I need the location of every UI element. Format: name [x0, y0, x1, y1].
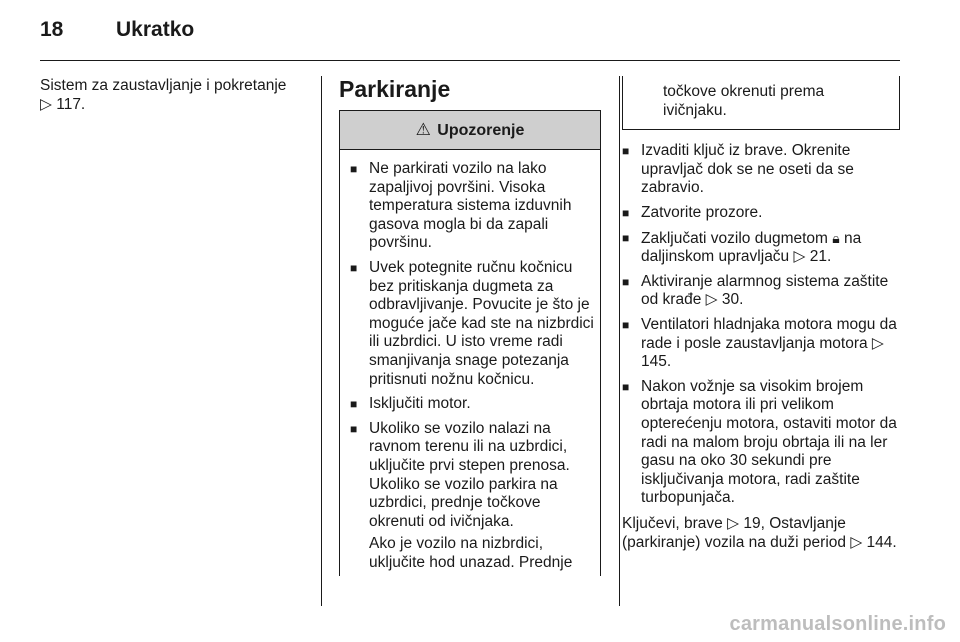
warning-list	[350, 160, 598, 572]
crossref-page[interactable]: ▷ 144.	[850, 533, 897, 551]
warning-box-continued	[622, 76, 900, 130]
crossref-page[interactable]: ▷ 117.	[40, 96, 86, 113]
crossref-page[interactable]: ▷ 30.	[705, 291, 744, 309]
warning-triangle-icon: ⚠	[415, 120, 431, 139]
warning-continued-text: točkove okrenuti prema ivičnjaku.	[663, 83, 825, 119]
list-item: ■ Aktiviranje alarmnog sistema zaštite od krađe ▷ 30.	[622, 272, 889, 309]
warning-box	[339, 110, 601, 576]
bullet-icon: ■	[622, 144, 630, 159]
crossref-page[interactable]: ▷ 21.	[793, 248, 832, 266]
list-item: ■ Izvaditi ključ iz brave. Okrenite upravljač dok se ne oseti da se zabravio.	[622, 142, 854, 197]
list-item: ■ Ventilatori hladnjaka motora mogu da rade i posle zaustavljanja motora ▷ 145.	[622, 315, 897, 371]
warning-sub-paragraph: Ako je vozilo na nizbrdici, uključite hod unazad. Prednje	[369, 535, 573, 571]
column-divider-1	[321, 76, 322, 606]
page-number: 18	[40, 18, 64, 41]
list-item: ■ Isključiti motor.	[350, 395, 471, 413]
bullet-icon: ■	[622, 379, 630, 394]
column-2	[339, 74, 601, 576]
section-title: Parkiranje	[339, 76, 451, 102]
warning-header	[340, 111, 600, 150]
bullet-icon: ■	[622, 230, 630, 245]
bullet-icon: ■	[350, 397, 358, 412]
crossref-text: Sistem za zaustavljanje i pokretanje	[40, 77, 287, 94]
page-section-title: Ukratko	[116, 18, 195, 41]
list-item: ■ Uvek potegnite ručnu kočnicu bez pritiskanja dugmeta za odbravljivanje. Povucite je što je moguće jače kad ste na nizbrdici ili uzbrdici. U isto vreme radi smanjivanja snage potezanja pritisnuti nožnu kočnicu.	[350, 258, 594, 388]
bullet-icon: ■	[622, 317, 630, 332]
bullet-icon: ■	[350, 162, 358, 176]
crossref-page[interactable]: ▷ 19,	[727, 514, 765, 532]
crossref-page[interactable]: ▷ 145.	[641, 334, 884, 371]
column-1	[40, 76, 308, 114]
watermark: carmanualsonline.info	[729, 613, 946, 635]
bullet-icon: ■	[350, 421, 358, 436]
column-3	[622, 76, 902, 552]
list-item: ■ Zatvorite prozore.	[622, 203, 763, 221]
lock-icon: 🔒︎	[832, 229, 840, 246]
list-item: ■ Ukoliko se vozilo nalazi na ravnom terenu ili na uzbrdici, uključite prvi stepen prenosa. Ukoliko se vozilo parkira na uzbrdici, prednje točkove okrenuti od ivičnjaka. Ako je vozilo na nizbrdici, uključite hod unazad. Prednje	[350, 420, 598, 573]
bullet-icon: ■	[622, 274, 630, 289]
column-divider-2	[619, 76, 620, 606]
see-also-paragraph: Ključevi, brave ▷ 19, Ostavljanje (parkiranje) vozila na duži period ▷ 144.	[622, 514, 897, 551]
list-item: ■ Nakon vožnje sa visokim brojem obrtaja motora ili pri velikom opterećenju motora, ostaviti motor da radi na malom broju obrtaja ili na ler gasu na oko 30 sekundi pre isključivanja motora, radi zaštite turbopunjača.	[622, 377, 897, 507]
parking-steps-list	[622, 142, 902, 508]
bullet-icon: ■	[622, 205, 630, 220]
list-item: ■ Zaključati vozilo dugmetom 🔒︎ na daljinskom upravljaču ▷ 21.	[622, 229, 862, 266]
warning-label: Upozorenje	[437, 122, 525, 139]
list-item: ■ Ne parkirati vozilo na lako zapaljivoj površini. Visoka temperatura sistema izduvnih gasova mogla bi da zapali površinu.	[350, 160, 572, 252]
bullet-icon: ■	[350, 260, 358, 275]
header-rule	[40, 60, 900, 61]
